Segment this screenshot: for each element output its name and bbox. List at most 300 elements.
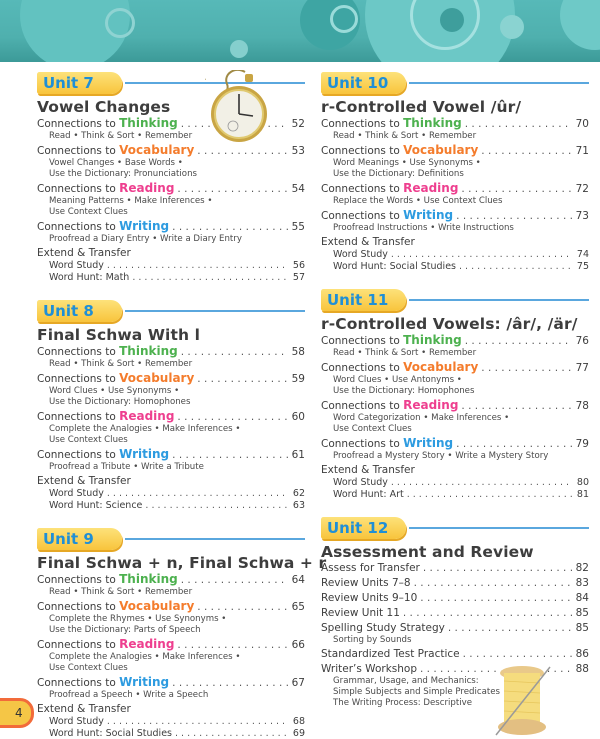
divider [409,527,589,529]
unit-header [37,528,305,551]
keyword-writing: Writing [119,675,170,689]
toc-entry[interactable] [321,648,589,661]
entry-subtopic: Word Categorization • Make Inferences • [333,413,510,423]
unit-section [321,72,589,272]
unit-tab: Unit 9 [37,528,122,550]
toc-subentry[interactable] [321,477,589,489]
toc-group [321,648,589,661]
connections-writing [37,676,305,701]
dot-leader [456,210,572,223]
entry-text: Writer’s Workshop [321,663,417,675]
toc-entry-thinking[interactable] [37,573,305,587]
toc-entry-vocabulary[interactable] [37,144,305,158]
entry-subtopic: Use Context Clues [49,207,128,217]
entry-prefix: Connections to [37,574,120,586]
entry-subtopic: Use Context Clues [49,663,128,673]
page-ref: 77 [575,362,589,374]
toc-entry-reading[interactable] [37,410,305,424]
dot-leader [177,411,288,424]
page-ref: 75 [576,260,589,272]
entry-text: Word Study [49,488,104,499]
entry-subtopic: Word Clues • Use Antonyms • [333,375,462,385]
page-ref: 62 [292,488,305,499]
entry-label [333,261,456,273]
unit-title: Final Schwa With l [37,326,201,344]
page-ref: 86 [575,648,589,660]
entry-label [49,716,104,728]
connections-writing [321,209,589,234]
unit-title: r-Controlled Vowels: /âr/, /är/ [321,315,578,333]
toc-entry[interactable] [321,622,589,635]
entry-label [37,410,174,424]
entry-prefix: Connections to [321,183,404,195]
entry-subtopic: Use the Dictionary: Pronunciations [49,169,197,179]
entry-prefix: Connections to [321,400,404,412]
extend-transfer [321,236,589,272]
entry-label [321,437,453,451]
dot-leader [197,145,288,158]
toc-subentry[interactable] [321,489,589,501]
entry-subtopic: The Writing Process: Descriptive [333,698,472,708]
entry-subtopic: Proofread a Tribute • Write a Tribute [49,462,204,472]
page-ref: 57 [292,271,305,283]
keyword-writing: Writing [119,219,170,233]
page-ref: 81 [576,488,589,500]
entry-prefix: Connections to [37,449,120,461]
entry-subtopic: Simple Subjects and Simple Predicates [333,687,501,697]
entry-subtopic: Read • Think & Sort • Remember [49,131,193,141]
dot-leader [107,716,288,728]
entry-subtopic: Read • Think & Sort • Remember [333,348,477,358]
entry-subtopic: Vowel Changes • Base Words • [49,158,183,168]
extend-heading: Extend & Transfer [321,236,415,248]
entry-subtopic: Use the Dictionary: Homophones [49,397,191,407]
page-ref: 63 [292,499,305,511]
keyword-writing: Writing [403,208,454,222]
toc-entry[interactable] [321,562,589,575]
dot-leader [172,677,288,690]
keyword-vocabulary: Vocabulary [119,143,195,157]
dot-leader [461,183,572,196]
extend-transfer [37,247,305,283]
entry-text: Word Study [49,260,104,271]
toc-subentry[interactable] [321,261,589,273]
entry-text: Review Unit 11 [321,607,400,619]
page-number-tab: 4 [0,698,34,728]
entry-label [37,676,169,690]
page-ref: 79 [575,438,589,450]
dot-leader [456,438,572,451]
page-ref: 59 [291,373,305,385]
page-ref: 85 [575,622,589,634]
connections-vocabulary [37,372,305,408]
entry-prefix: Connections to [321,438,404,450]
page-ref: 68 [292,716,305,727]
entry-prefix: Connections to [37,221,120,233]
entry-label [321,607,400,620]
entry-label [321,182,458,196]
toc-entry-thinking[interactable] [321,117,589,131]
entry-subtopic: Complete the Analogies • Make Inferences • [49,652,241,662]
entry-prefix: Connections to [321,210,404,222]
keyword-thinking: Thinking [119,572,178,586]
entry-subtopic: Use the Dictionary: Parts of Speech [49,625,201,635]
page-ref: 52 [291,118,305,130]
keyword-reading: Reading [403,181,459,195]
unit-tab: Unit 7 [37,72,122,94]
toc-entry-vocabulary[interactable] [321,361,589,375]
entry-label [321,562,420,575]
keyword-reading: Reading [119,409,175,423]
dot-leader [181,346,288,359]
keyword-vocabulary: Vocabulary [403,143,479,157]
dot-leader [107,488,288,500]
toc-group [321,577,589,590]
page-ref: 60 [291,411,305,423]
toc-entry-vocabulary[interactable] [37,372,305,386]
page-ref: 85 [575,607,589,619]
toc-subentry[interactable] [37,272,305,284]
dot-leader [172,221,288,234]
toc-entry-vocabulary[interactable] [37,600,305,614]
dot-leader [145,500,288,512]
keyword-vocabulary: Vocabulary [119,371,195,385]
entry-subtopic: Read • Think & Sort • Remember [49,587,193,597]
dot-leader [481,145,572,158]
entry-subtopic: Complete the Analogies • Make Inferences • [49,424,241,434]
entry-subtopic: Sorting by Sounds [333,635,412,645]
entry-label [321,622,445,635]
unit-header [321,72,589,95]
page-ref: 67 [291,677,305,689]
dot-leader [107,260,288,272]
toc-entry-writing[interactable] [37,220,305,234]
unit-header [321,517,589,540]
page-ref: 61 [291,449,305,461]
page-ref: 78 [575,400,589,412]
extend-heading: Extend & Transfer [37,475,131,487]
extend-transfer [37,703,305,739]
entry-label [321,144,478,158]
connections-writing [37,448,305,473]
toc-entry-thinking[interactable] [37,345,305,359]
dot-leader [465,118,572,131]
page-ref: 72 [575,183,589,195]
keyword-reading: Reading [403,398,459,412]
header-banner [0,0,600,62]
page-ref: 73 [575,210,589,222]
page-ref: 65 [291,601,305,613]
entry-text: Word Hunt: Social Studies [49,727,172,739]
toc-subentry[interactable] [37,500,305,512]
entry-prefix: Connections to [37,346,120,358]
connections-writing [321,437,589,462]
keyword-writing: Writing [403,436,454,450]
toc-group [321,607,589,620]
keyword-reading: Reading [119,181,175,195]
dot-leader [132,272,288,284]
entry-text: Assess for Transfer [321,562,420,574]
entry-text: Word Hunt: Math [49,271,130,283]
toc-entry[interactable] [321,577,589,590]
entry-subtopic: Proofread a Mystery Story • Write a Mystery Story [333,451,549,461]
entry-label [321,577,411,590]
dot-leader [465,335,572,348]
entry-prefix: Connections to [37,183,120,195]
entry-subtopic: Use the Dictionary: Definitions [333,169,464,179]
connections-thinking [37,573,305,598]
pocket-watch-icon [205,70,271,144]
extend-heading: Extend & Transfer [37,703,131,715]
toc-entry[interactable] [321,607,589,620]
entry-subtopic: Proofread a Diary Entry • Write a Diary Entry [49,234,242,244]
page-ref: 55 [291,221,305,233]
right-column [321,72,589,726]
left-column [37,72,327,739]
toc-entry-vocabulary[interactable] [321,144,589,158]
entry-subtopic: Use Context Clues [333,424,412,434]
page-ref: 71 [575,145,589,157]
entry-subtopic: Word Meanings • Use Synonyms • [333,158,481,168]
entry-subtopic: Use the Dictionary: Homophones [333,386,475,396]
dot-leader [172,449,288,462]
unit-title: r-Controlled Vowel /ûr/ [321,98,522,116]
dot-leader [423,562,572,575]
entry-prefix: Connections to [321,118,404,130]
keyword-thinking: Thinking [119,344,178,358]
entry-prefix: Connections to [37,118,120,130]
entry-label [49,728,172,739]
entry-text: Word Study [333,477,388,488]
page-ref: 74 [576,249,589,260]
entry-subtopic: Read • Think & Sort • Remember [333,131,477,141]
entry-label [37,573,178,587]
toc-subentry[interactable] [37,488,305,500]
dot-leader [197,373,288,386]
unit-tab: Unit 11 [321,289,406,311]
entry-label [321,399,458,413]
thread-spool-icon [482,665,558,737]
entry-prefix: Connections to [37,639,120,651]
entry-prefix: Connections to [321,362,404,374]
entry-label [321,209,453,223]
unit-section [321,289,589,500]
unit-title: Assessment and Review [321,543,534,561]
connections-thinking [321,334,589,359]
entry-text: Review Units 7–8 [321,577,411,589]
connections-reading [321,182,589,207]
page-ref: 56 [292,260,305,271]
entry-prefix: Connections to [321,145,404,157]
toc-entry-writing[interactable] [321,209,589,223]
toc-entry-reading[interactable] [321,182,589,196]
connections-reading [321,399,589,435]
page-ref: 76 [575,335,589,347]
divider [125,538,305,540]
entry-label [333,477,388,489]
toc-group [321,622,589,646]
dot-leader [175,728,288,739]
dot-leader [463,648,572,661]
entry-label [37,144,194,158]
entry-subtopic: Read • Think & Sort • Remember [49,359,193,369]
dot-leader [197,601,288,614]
page-ref: 53 [291,145,305,157]
entry-label [49,272,129,284]
entry-label [321,592,417,605]
extend-heading: Extend & Transfer [37,247,131,259]
entry-subtopic: Use Context Clues [49,435,128,445]
entry-prefix: Connections to [37,677,120,689]
toc-subentry[interactable] [37,716,305,728]
connections-vocabulary [321,144,589,180]
unit-section [37,528,327,739]
keyword-thinking: Thinking [403,333,462,347]
dot-leader [177,639,288,652]
dot-leader [403,607,572,620]
dot-leader [420,592,572,605]
dot-leader [391,249,572,261]
keyword-thinking: Thinking [403,116,462,130]
unit-header [321,289,589,312]
unit-tab: Unit 10 [321,72,406,94]
entry-label [37,448,169,462]
entry-label [49,488,104,500]
entry-label [37,638,174,652]
keyword-reading: Reading [119,637,175,651]
table-of-contents [0,62,600,739]
connections-reading [37,182,305,218]
entry-label [333,249,388,261]
unit-tab: Unit 12 [321,517,406,539]
entry-subtopic: Meaning Patterns • Make Inferences • [49,196,213,206]
entry-text: Word Hunt: Science [49,499,143,511]
toc-entry-reading[interactable] [321,399,589,413]
unit-title: Vowel Changes [37,98,171,116]
divider [125,310,305,312]
dot-leader [407,489,572,501]
entry-text: Word Hunt: Art [333,488,404,500]
entry-label [49,500,142,512]
entry-label [321,648,460,661]
unit-section [37,300,305,511]
entry-prefix: Connections to [37,145,120,157]
dot-leader [181,574,288,587]
connections-writing [37,220,305,245]
dot-leader [414,577,572,590]
toc-entry-reading[interactable] [37,182,305,196]
entry-prefix: Connections to [37,411,120,423]
entry-text: Standardized Test Practice [321,648,460,660]
connections-vocabulary [321,361,589,397]
page-ref: 70 [575,118,589,130]
toc-subentry[interactable] [37,728,305,739]
divider [409,299,589,301]
toc-entry[interactable] [321,592,589,605]
page-ref: 82 [575,562,589,574]
toc-entry-writing[interactable] [321,437,589,451]
dot-leader [459,261,572,273]
extend-transfer [37,475,305,511]
toc-entry-reading[interactable] [37,638,305,652]
dot-leader [177,183,288,196]
entry-subtopic: Complete the Rhymes • Use Synonyms • [49,614,227,624]
entry-label [49,260,104,272]
page-ref: 64 [291,574,305,586]
toc-entry-thinking[interactable] [321,334,589,348]
entry-label [321,117,462,131]
entry-label [37,372,194,386]
unit-title: Final Schwa + n, Final Schwa + r [37,554,327,572]
toc-group [321,592,589,605]
connections-reading [37,410,305,446]
toc-entry-writing[interactable] [37,448,305,462]
entry-label [37,220,169,234]
keyword-thinking: Thinking [119,116,178,130]
toc-group [321,562,589,575]
entry-label [37,600,194,614]
extend-heading: Extend & Transfer [321,464,415,476]
page-ref: 69 [292,727,305,739]
entry-label [321,663,417,676]
entry-subtopic: Replace the Words • Use Context Clues [333,196,503,206]
entry-subtopic: Word Clues • Use Synonyms • [49,386,180,396]
page-ref: 80 [576,477,589,488]
entry-prefix: Connections to [321,335,404,347]
entry-text: Review Units 9–10 [321,592,418,604]
page-ref: 66 [291,639,305,651]
entry-text: Word Hunt: Social Studies [333,260,456,272]
toc-subentry[interactable] [37,260,305,272]
keyword-writing: Writing [119,447,170,461]
toc-entry-writing[interactable] [37,676,305,690]
connections-vocabulary [37,600,305,636]
page-ref: 54 [291,183,305,195]
dot-leader [461,400,572,413]
toc-subentry[interactable] [321,249,589,261]
entry-text: Word Study [49,716,104,727]
entry-prefix: Connections to [37,373,120,385]
page-ref: 84 [575,592,589,604]
entry-subtopic: Proofread a Speech • Write a Speech [49,690,209,700]
entry-label [333,489,404,501]
dot-leader [448,622,572,635]
unit-tab: Unit 8 [37,300,122,322]
entry-text: Word Study [333,249,388,260]
extend-transfer [321,464,589,500]
divider [409,82,589,84]
page-ref: 83 [575,577,589,589]
entry-prefix: Connections to [37,601,120,613]
entry-label [321,361,478,375]
entry-subtopic: Proofread Instructions • Write Instructions [333,223,514,233]
page-ref: 58 [291,346,305,358]
connections-thinking [321,117,589,142]
keyword-vocabulary: Vocabulary [119,599,195,613]
dot-leader [481,362,572,375]
entry-label [37,345,178,359]
connections-reading [37,638,305,674]
entry-label [37,182,174,196]
entry-subtopic: Grammar, Usage, and Mechanics: [333,676,479,686]
page-ref: 88 [575,663,589,675]
entry-label [37,117,178,131]
entry-text: Spelling Study Strategy [321,622,445,634]
unit-header [37,300,305,323]
entry-label [321,334,462,348]
dot-leader [391,477,572,489]
keyword-vocabulary: Vocabulary [403,360,479,374]
